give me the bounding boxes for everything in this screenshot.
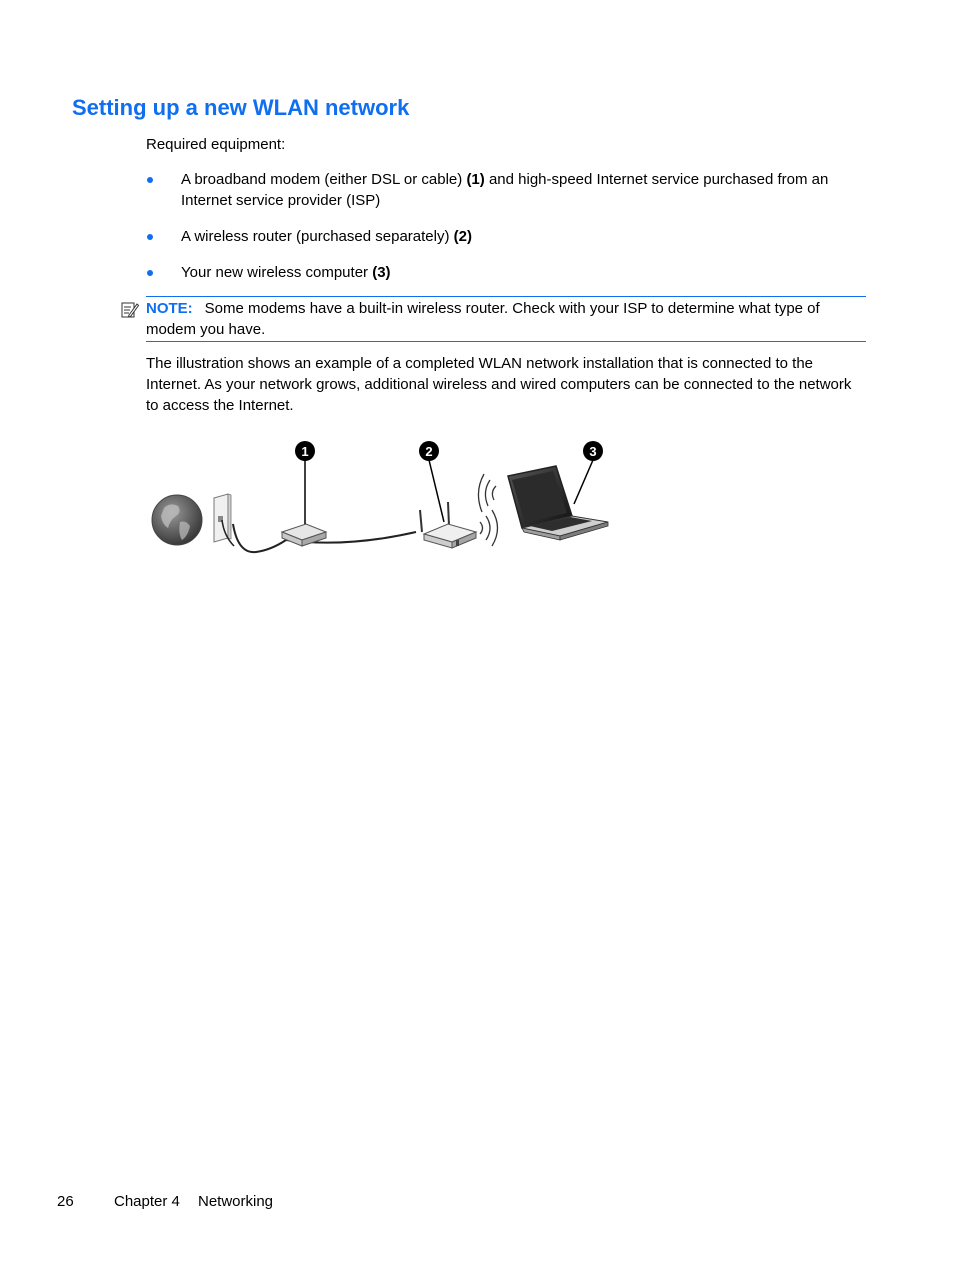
list-item xyxy=(146,226,866,247)
page-title: Setting up a new WLAN network xyxy=(72,95,410,120)
cable-line xyxy=(233,524,286,552)
callout-number: 3 xyxy=(589,444,597,459)
list-item-ref: (3) xyxy=(372,264,391,281)
note-text: Some modems have a built-in wireless router. Check with your ISP to determine what type of modem you have. xyxy=(146,300,820,338)
footer-chapter: Chapter 4 xyxy=(114,1193,180,1210)
callout-line xyxy=(574,460,593,504)
page-number: 26 xyxy=(57,1193,74,1210)
list-item-text: A broadband modem (either DSL or cable) xyxy=(181,171,467,188)
note-label: NOTE: xyxy=(146,300,193,317)
globe-icon xyxy=(152,495,202,545)
callout-number: 1 xyxy=(301,444,309,459)
callout-line xyxy=(429,460,444,522)
callout-number: 2 xyxy=(425,444,433,459)
laptop-icon xyxy=(508,466,608,540)
bullet-dot-icon xyxy=(147,177,153,183)
footer-section: Networking xyxy=(198,1193,274,1210)
list-item-ref: (2) xyxy=(453,228,472,245)
list-item-text: Your new wireless computer xyxy=(181,264,373,281)
router-icon xyxy=(420,502,476,548)
list-item-text-after: and high-speed Internet service purchased from an Internet service provider (ISP) xyxy=(181,171,829,209)
wireless-signal-icon xyxy=(480,510,498,546)
callout-badge xyxy=(419,441,439,461)
list-item xyxy=(146,262,866,283)
wlan-network-illustration xyxy=(146,436,616,561)
bullet-dot-icon xyxy=(147,234,153,240)
wireless-signal-icon xyxy=(478,474,496,512)
wall-jack-icon xyxy=(214,494,231,542)
list-item xyxy=(146,169,866,211)
note-pencil-icon xyxy=(121,301,139,319)
callout-badge xyxy=(295,441,315,461)
bullet-dot-icon xyxy=(147,270,153,276)
description-paragraph: The illustration shows an example of a completed WLAN network installation that is connected to the Internet. As your network grows, additional wireless and wired computers can be connected to the network to access the Internet. xyxy=(146,355,852,414)
list-item-ref: (1) xyxy=(466,171,485,188)
note-box xyxy=(146,296,866,342)
callout-badge xyxy=(583,441,603,461)
intro-text: Required equipment: xyxy=(146,136,286,153)
equipment-list xyxy=(146,169,866,298)
list-item-text: A wireless router (purchased separately) xyxy=(181,228,454,245)
